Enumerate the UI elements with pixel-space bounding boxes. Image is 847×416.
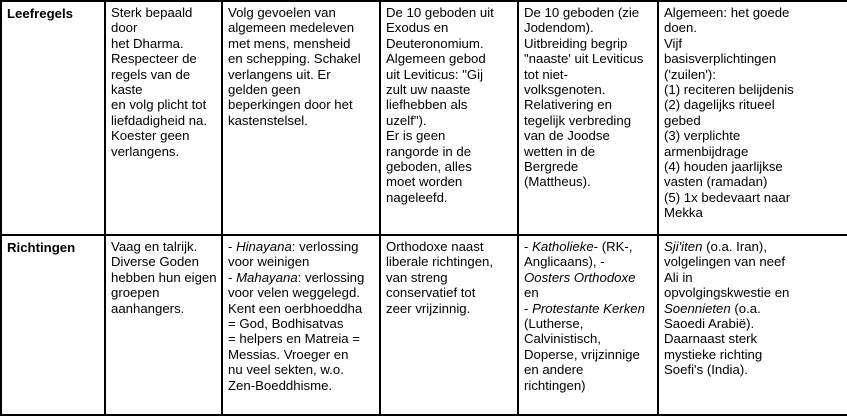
dash-text: -: [228, 269, 237, 285]
cell-text: (o.a. Saoedi Arabië). Daarnaast sterk mystieke richting Soefi's (India).: [664, 300, 763, 378]
table-row: [1, 1, 847, 235]
table-cell: Orthodoxe naast liberale richtingen, van streng conservatief tot zeer vrijzinnig.: [380, 235, 518, 415]
dash-text: -: [228, 239, 237, 254]
dash-text: -: [524, 239, 533, 254]
protestante-kerken-term: Protestante Kerken: [532, 300, 645, 316]
table-cell: [518, 235, 658, 415]
table-cell: Algemeen: het goede doen. Vijf basisverplichtingen ('zuilen'): (1) reciteren belijdenis (2) dagelijks ritueel gebed (3) verplichte armenbijdrage (4) houden jaarlijkse vasten (ramadan) (5) 1x bedevaart naar Mekka: [658, 1, 847, 235]
cell-text: (Lutherse, Calvinistisch, Doperse, vrijzinnige en andere richtingen): [524, 316, 640, 393]
katholieke-term: Katholieke: [532, 239, 594, 254]
table-cell: Volg gevoelen van algemeen medeleven met mens, mensheid en schepping. Schakel verlangens uit. Er gelden geen beperkingen door het kastenstelsel.: [222, 1, 380, 235]
soennieten-term: Soennieten: [664, 300, 731, 316]
cell-text: - (RK-, Anglicaans), -: [524, 239, 633, 270]
oosters-orthodoxe-term: Oosters Orthodoxe: [524, 269, 636, 285]
table-cell: Vaag en talrijk. Diverse Goden hebben hun eigen groepen aanhangers.: [105, 235, 222, 415]
row-header-leefregels: Leefregels: [1, 1, 105, 235]
row-header-richtingen: Richtingen: [1, 235, 105, 415]
cell-text: : verlossing voor weinigen: [228, 239, 359, 270]
sjiiten-term: Sji'iten: [664, 239, 703, 254]
table-cell: De 10 geboden uit Exodus en Deuteronomium. Algemeen gebod uit Leviticus: "Gij zult uw naaste liefhebben als uzelf"). Er is geen rangorde in de geboden, alles moet worden nageleefd.: [380, 1, 518, 235]
cell-text: : verlossing voor velen weggelegd. Kent een oerbhoeddha = God, Bodhisatvas = helpers en Matreia = Messias. Vroeger en nu veel sekten, w.o. Zen-Boeddhisme.: [228, 269, 365, 393]
table-cell: Sterk bepaald door het Dharma. Respecteer de regels van de kaste en volg plicht tot liefdadigheid na. Koester geen verlangens.: [105, 1, 222, 235]
cell-text: en -: [524, 285, 539, 316]
table-cell: [658, 235, 847, 415]
hinayana-term: Hinayana: [236, 239, 292, 254]
mahayana-term: Mahayana: [236, 269, 298, 285]
table-row: [1, 235, 847, 415]
table-cell: De 10 geboden (zie Jodendom). Uitbreiding begrip "naaste' uit Leviticus tot niet- volksgenoten. Relativering en tegelijk verbreding van de Joodse wetten in de Bergrede (Mattheus).: [518, 1, 658, 235]
table-cell: [222, 235, 380, 415]
cell-text: (o.a. Iran), volgelingen van neef Ali in opvolgingskwestie en: [664, 239, 790, 301]
